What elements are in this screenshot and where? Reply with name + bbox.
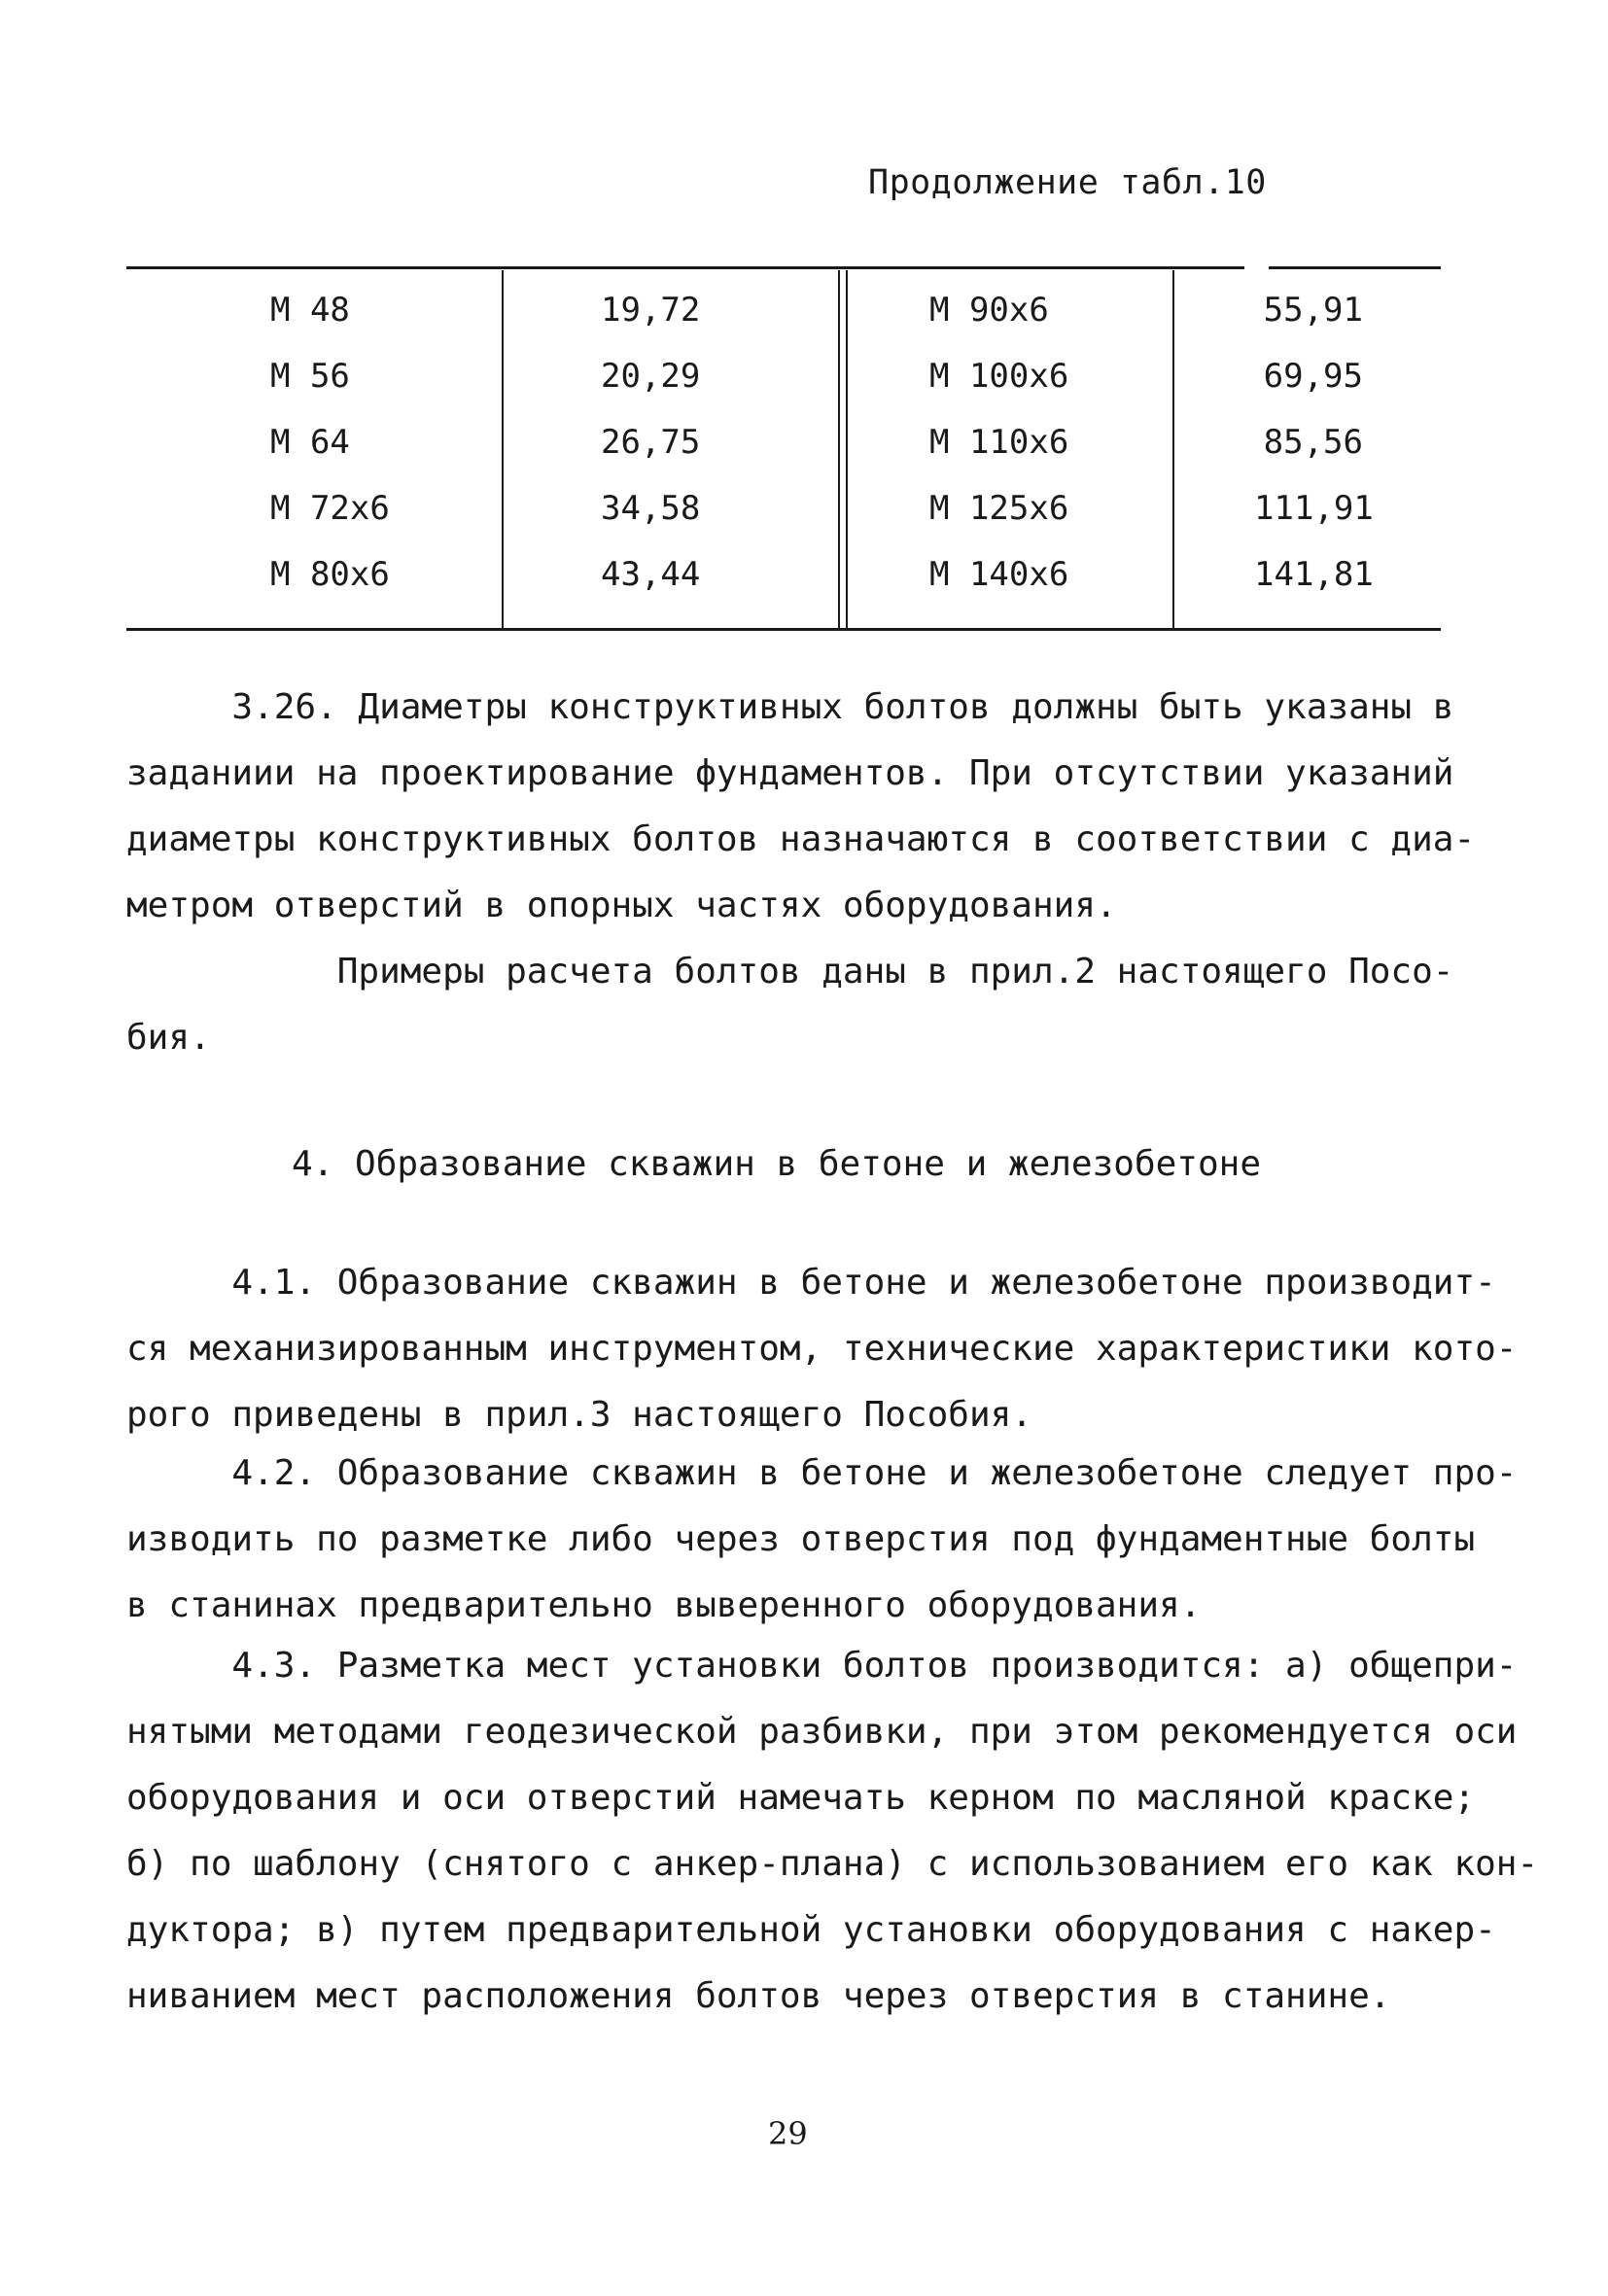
paragraph-examples <box>126 939 1458 1071</box>
table-cell: 55,91 <box>1263 291 1363 330</box>
table-cell: 85,56 <box>1263 423 1363 462</box>
table-top-rule <box>126 266 1244 269</box>
text-line: ся механизированным инструментом, технические характеристики кото- <box>126 1329 1518 1369</box>
text-line: дуктора; в) путем предварительной установки оборудования с накер- <box>126 1910 1496 1950</box>
paragraph-3-26 <box>126 675 1476 939</box>
table-cell: М 140х6 <box>929 555 1069 594</box>
table-cell: 111,91 <box>1254 489 1374 528</box>
text-line: Примеры расчета болтов даны в прил.2 настоящего Посо- <box>126 952 1454 991</box>
text-line: бия. <box>126 1018 211 1058</box>
column-divider <box>502 270 504 628</box>
value-column-right <box>1254 291 1374 624</box>
table-cell: 26,75 <box>601 423 701 462</box>
text-line: б) по шаблону (снятого с анкер-плана) с использованием его как кон- <box>126 1844 1539 1884</box>
column-divider-double-left <box>838 270 840 628</box>
text-line: 4.3. Разметка мест установки болтов производится: а) общепри- <box>126 1646 1518 1686</box>
table-bottom-rule <box>126 628 1441 631</box>
text-line: заданиии на проектирование фундаментов. При отсутствии указаний <box>126 753 1454 793</box>
table-cell: М 48 <box>270 291 350 330</box>
page-number: 29 <box>768 2115 808 2152</box>
table-cell: 43,44 <box>601 555 701 594</box>
section-heading: 4. Образование скважин в бетоне и железобетоне <box>292 1144 1261 1184</box>
table-cell: М 64 <box>270 423 350 462</box>
table-cell: М 90х6 <box>929 291 1049 330</box>
text-line: рого приведены в прил.3 настоящего Пособия. <box>126 1395 1032 1435</box>
paragraph-4-1 <box>126 1250 1518 1448</box>
table-cell: М 72х6 <box>270 489 390 528</box>
table-cell: М 100х6 <box>929 357 1069 396</box>
table-cell: 20,29 <box>601 357 701 396</box>
table-cell: М 125х6 <box>929 489 1069 528</box>
text-line: диаметры конструктивных болтов назначаются в соответствии с диа- <box>126 819 1476 859</box>
bolt-size-column-left <box>270 291 390 624</box>
text-line: оборудования и оси отверстий намечать керном по масляной краске; <box>126 1778 1476 1818</box>
paragraph-4-3 <box>126 1633 1539 2030</box>
table-top-rule-right <box>1269 266 1441 269</box>
text-line: изводить по разметке либо через отверстия под фундаментные болты <box>126 1519 1476 1559</box>
bolt-table <box>126 266 1441 634</box>
text-line: 4.1. Образование скважин в бетоне и железобетоне производит- <box>126 1263 1496 1303</box>
text-line: метром отверстий в опорных частях оборудования. <box>126 886 1117 925</box>
text-line: ниванием мест расположения болтов через отверстия в станине. <box>126 1976 1391 2016</box>
column-divider-double-right <box>846 270 848 628</box>
table-caption: Продолжение табл.10 <box>868 163 1267 202</box>
bolt-size-column-right <box>929 291 1069 624</box>
table-cell: М 80х6 <box>270 555 390 594</box>
value-column-left <box>601 291 701 624</box>
table-cell: 34,58 <box>601 489 701 528</box>
table-cell: М 56 <box>270 357 350 396</box>
table-cell: 141,81 <box>1254 555 1374 594</box>
table-cell: М 110х6 <box>929 423 1069 462</box>
table-cell: 19,72 <box>601 291 701 330</box>
table-cell: 69,95 <box>1263 357 1363 396</box>
text-line: в станинах предварительно выверенного оборудования. <box>126 1585 1202 1625</box>
column-divider <box>1172 270 1174 628</box>
text-line: нятыми методами геодезической разбивки, при этом рекомендуется оси <box>126 1712 1518 1752</box>
text-line: 4.2. Образование скважин в бетоне и железобетоне следует про- <box>126 1453 1518 1493</box>
paragraph-4-2 <box>126 1441 1518 1639</box>
text-line: 3.26. Диаметры конструктивных болтов должны быть указаны в <box>126 687 1454 727</box>
